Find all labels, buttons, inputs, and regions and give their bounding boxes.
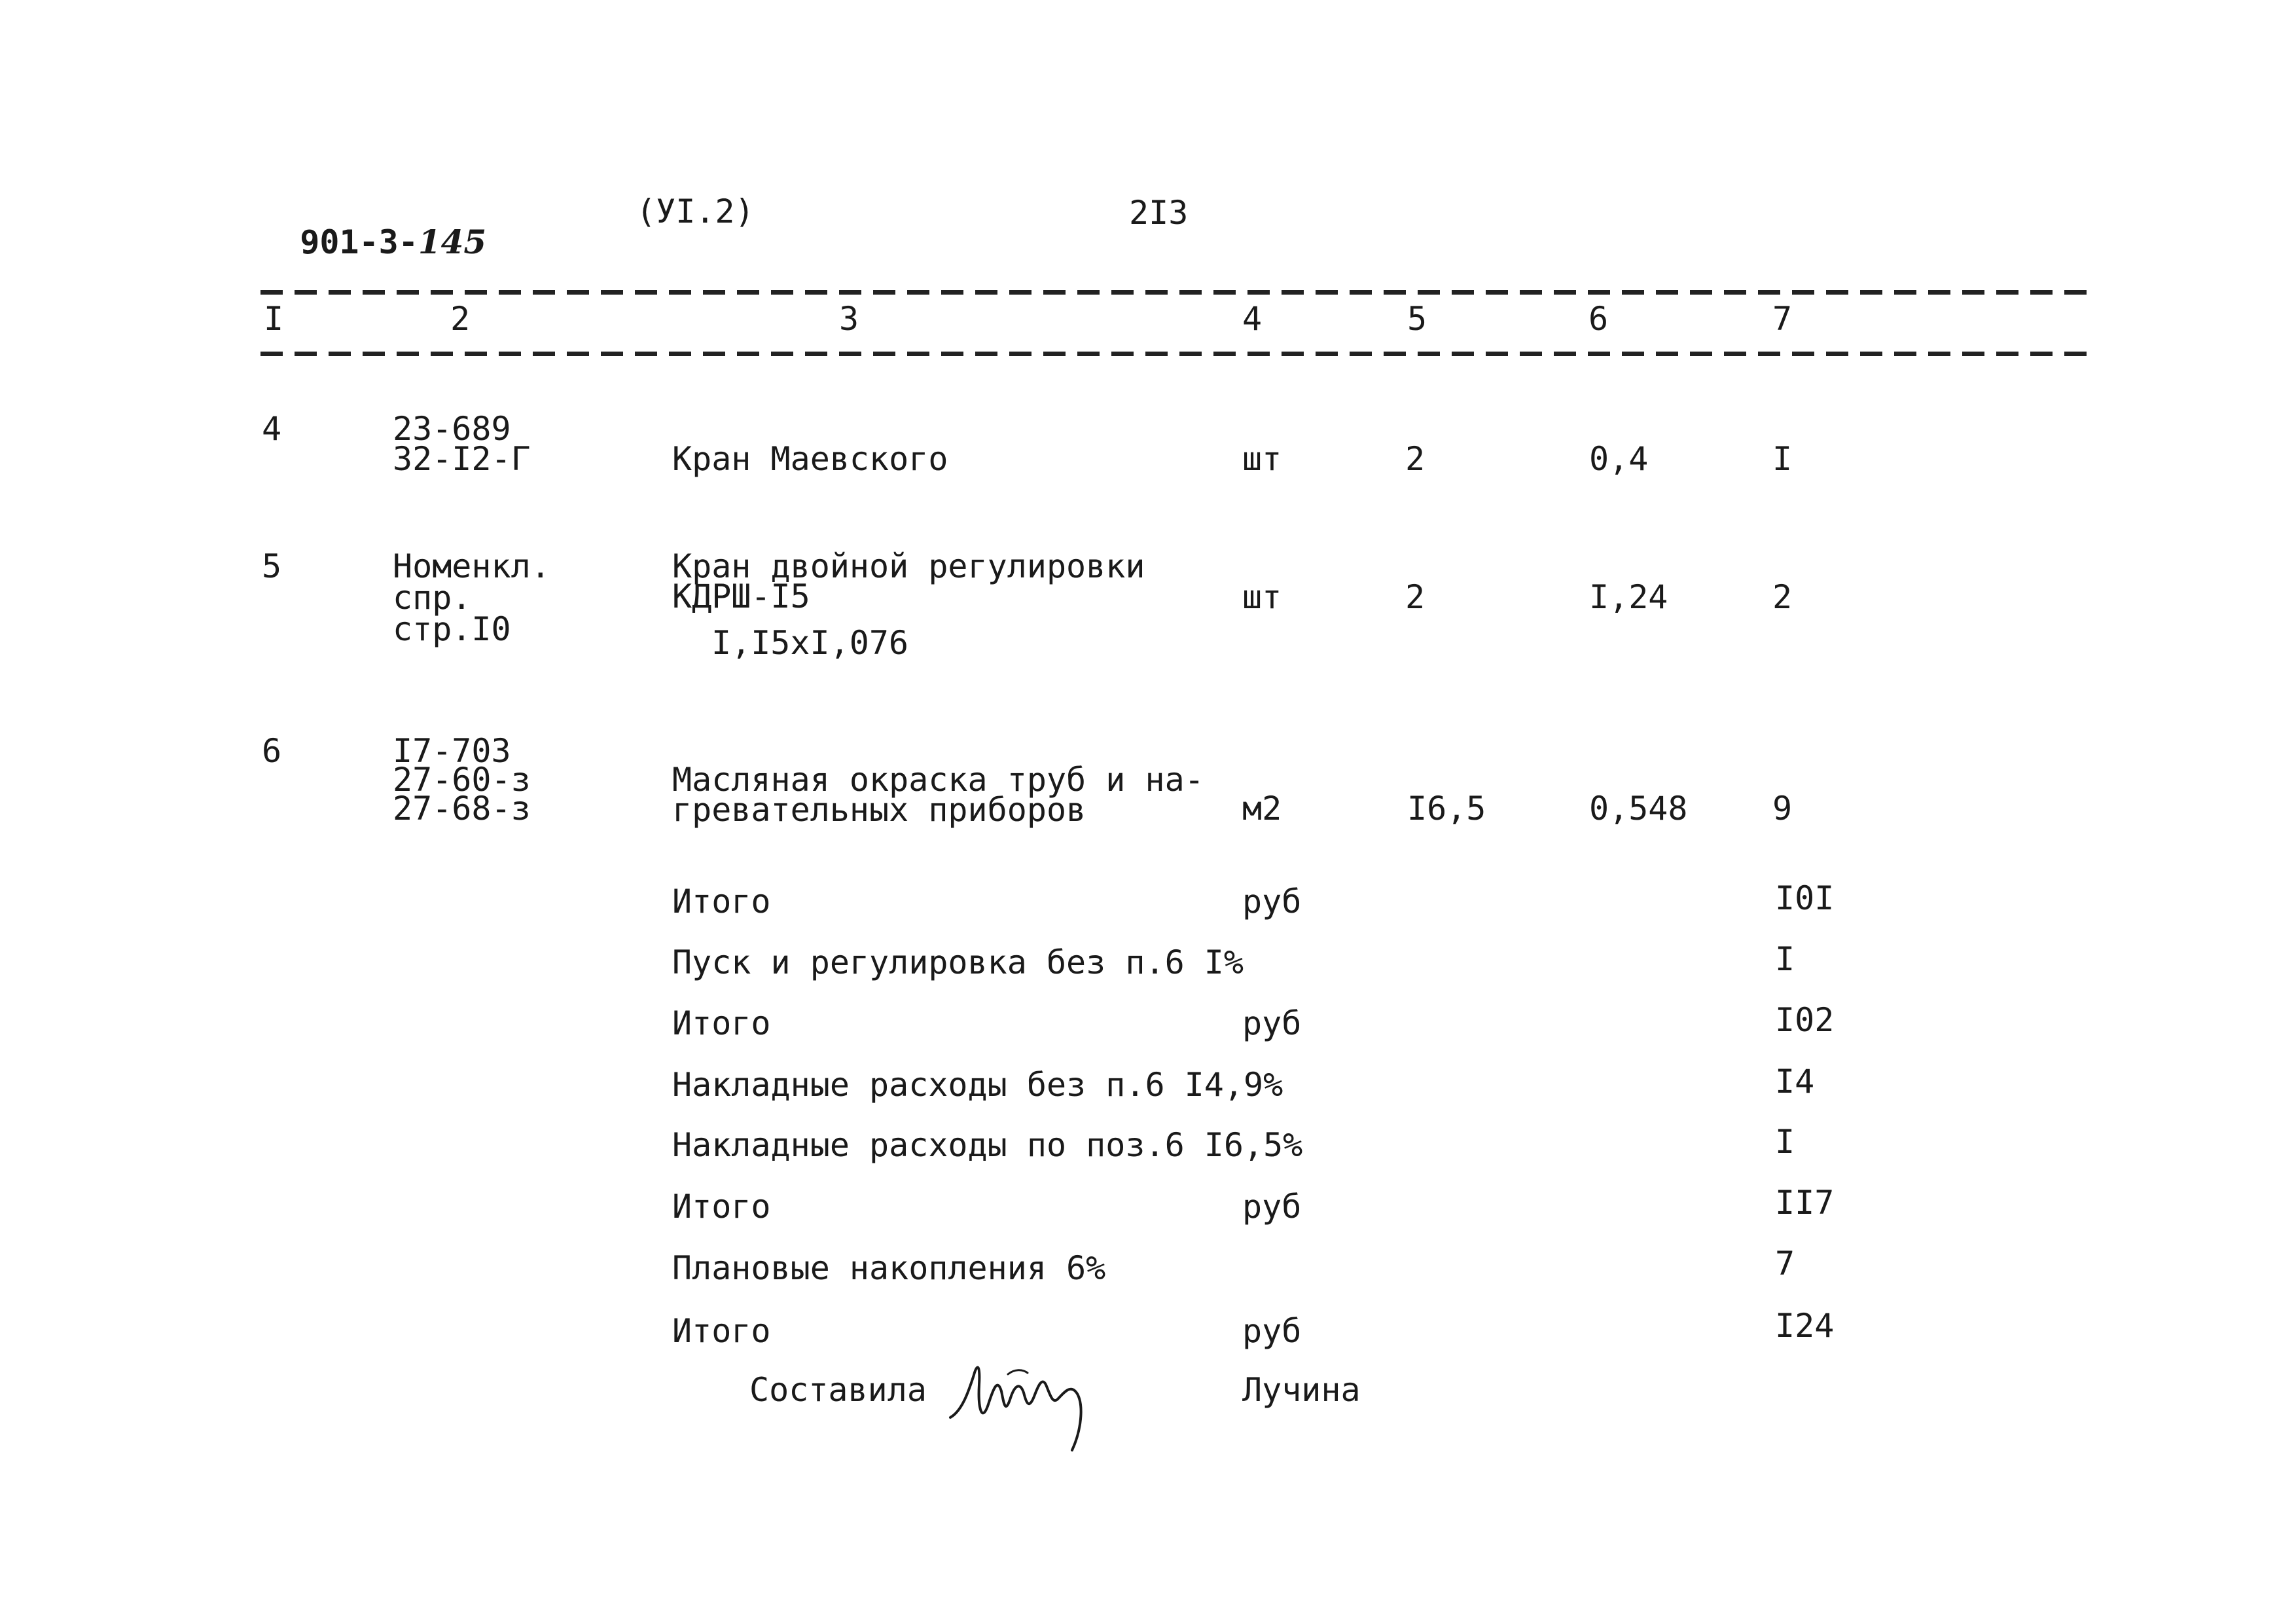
row-reference-line: 27-60-з [393, 761, 531, 799]
row-reference-line: I7-703 [393, 732, 511, 770]
column-header-7: 7 [1772, 300, 1793, 338]
summary-unit: руб [1242, 1188, 1302, 1226]
summary-unit: руб [1242, 883, 1302, 921]
row-price: 0,548 [1589, 790, 1688, 828]
row-total: I [1772, 440, 1793, 478]
summary-unit: руб [1242, 1004, 1302, 1042]
document-code [260, 193, 486, 259]
row-price: 0,4 [1589, 440, 1649, 478]
row-name-line: гревательных приборов [672, 791, 1086, 829]
summary-value: I0I [1775, 879, 1835, 917]
page-number: 2I3 [1129, 194, 1189, 232]
row-quantity: I6,5 [1407, 790, 1486, 828]
document-code-handwritten: 145 [418, 223, 487, 261]
summary-value: II7 [1775, 1184, 1835, 1222]
column-header-1: I [264, 300, 284, 338]
row-reference-line: Номенкл. [393, 547, 550, 585]
handwritten-signature [942, 1345, 1093, 1457]
summary-value: I [1775, 1123, 1795, 1161]
row-reference-line: 27-68-з [393, 790, 531, 828]
row-number: 4 [262, 410, 282, 448]
column-header-3: 3 [839, 300, 859, 338]
column-header-6: 6 [1588, 300, 1609, 338]
summary-label: Итого [672, 883, 771, 921]
row-name-line: Кран двойной регулировки [672, 547, 1145, 585]
summary-label: Пуск и регулировка без п.6 I% [672, 943, 1244, 981]
row-name-line: Кран Маевского [672, 440, 948, 478]
row-name-line: Масляная окраска труб и на- [672, 761, 1204, 799]
summary-value: I [1775, 940, 1795, 978]
row-total: 9 [1772, 790, 1793, 828]
row-name-calculation: I,I5xI,076 [711, 624, 909, 662]
summary-value: 7 [1775, 1245, 1795, 1283]
summary-label: Итого [672, 1312, 771, 1350]
row-reference-line: спр. [393, 579, 472, 617]
row-reference-line: 32-I2-Г [393, 440, 531, 478]
summary-value: I4 [1775, 1063, 1815, 1101]
column-header-4: 4 [1242, 300, 1263, 338]
row-name-line: КДРШ-I5 [672, 577, 810, 615]
summary-value: I02 [1775, 1001, 1835, 1039]
row-unit: шт [1242, 578, 1282, 616]
section-code: (УI.2) [636, 192, 755, 230]
summary-unit: руб [1242, 1312, 1302, 1350]
row-unit: м2 [1242, 790, 1282, 828]
summary-label: Итого [672, 1188, 771, 1226]
summary-value: I24 [1775, 1307, 1835, 1345]
row-quantity: 2 [1405, 440, 1426, 478]
column-header-5: 5 [1407, 300, 1427, 338]
summary-label: Плановые накопления 6% [672, 1249, 1106, 1287]
document-code-printed: 901-3- [300, 223, 418, 261]
column-header-2: 2 [450, 300, 471, 338]
row-quantity: 2 [1405, 578, 1426, 616]
summary-label: Итого [672, 1004, 771, 1042]
row-total: 2 [1772, 578, 1793, 616]
row-reference-line: 23-689 [393, 410, 511, 448]
summary-label: Накладные расходы по поз.6 I6,5% [672, 1126, 1303, 1164]
row-price: I,24 [1589, 578, 1668, 616]
row-unit: шт [1242, 440, 1282, 478]
compiler-name: Лучина [1242, 1371, 1361, 1409]
header-rule-bottom [260, 352, 2093, 356]
row-number: 5 [262, 547, 282, 585]
compiled-by-label: Составила [749, 1371, 927, 1409]
row-number: 6 [262, 732, 282, 770]
row-reference-line: стр.I0 [393, 610, 511, 648]
header-rule-top [260, 290, 2093, 295]
summary-label: Накладные расходы без п.6 I4,9% [672, 1066, 1283, 1104]
